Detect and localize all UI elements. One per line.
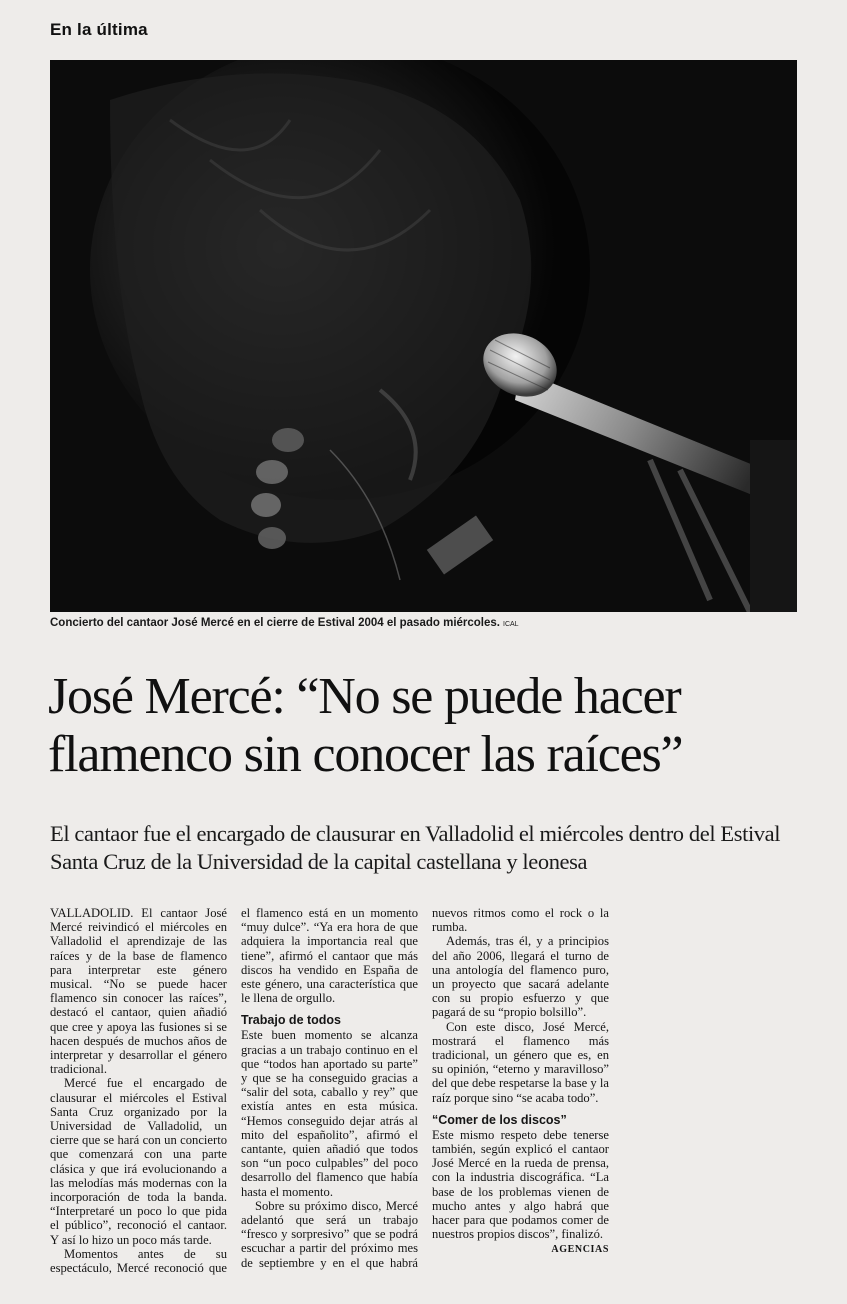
- body-paragraph: Este mismo respeto debe tenerse también, según explicó el cantaor José Mercé en la rueda de prensa, con la industria discográfica. “La base de los problemas vienen de mucho antes y algo habrá que hacer para que podamos comer de nuestros propios discos”, finalizó.: [432, 1127, 609, 1242]
- body-paragraph: Además, tras él, y a principios del año 2006, llegará el turno de una antología del flamenco puro, un proyecto que sacará adelante con su propio esfuerzo y que pagará de su “propio bolsillo”.: [432, 934, 609, 1020]
- headline: José Mercé: “No se puede hacer flamenco sin conocer las raíces”: [48, 668, 683, 783]
- subheadline: El cantaor fue el encargado de clausurar en Valladolid el miércoles dentro del Estival Santa Cruz de la Universidad de la capital castellana y leonesa: [50, 821, 781, 874]
- body-paragraph: Con este disco, José Mercé, mostrará el flamenco más tradicional, un género que es, en su opinión, “eterno y maravilloso” del que debe respetarse la base y la raíz porque sino “se acaba todo”.: [432, 1019, 609, 1105]
- byline-signature: AGENCIAS: [551, 1244, 609, 1256]
- body-paragraph: Momentos antes de su espectáculo, Mercé reconoció que el flamenco está en un momento “muy dulce”. “Ya era hora de que adquiera la importancia real que tiene”, afirmó el cantaor que más discos ha vendido en España de este género, una característica que le llena de orgullo.: [50, 906, 418, 1276]
- singer-microphone-photo-icon: [50, 60, 797, 612]
- body-paragraph: VALLADOLID. El cantaor José Mercé reivindicó el miércoles en Valladolid el aprendizaje de las raíces y de la base de flamenco para interpretar este género musical. “No se puede hacer flamenco sin conocer las raíces”, destacó el cantaor, quien añadió que cree y apoya las fusiones si se hacen después de muchos años de interpretar y desarrollar el género tradicional.: [50, 906, 227, 1077]
- article-body: [50, 906, 800, 1278]
- section-heading: “Comer de los discos”: [432, 1112, 567, 1127]
- caption-text: Concierto del cantaor José Mercé en el cierre de Estival 2004 el pasado miércoles.: [50, 617, 500, 629]
- photo-caption: [50, 617, 797, 629]
- body-paragraph: Mercé fue el encargado de clausurar el miércoles el Estival Santa Cruz organizado por la Universidad de Valladolid, un cierre que se hará con un concierto que comenzará con una parte clásica y que irá evolucionando a las melodías más modernas con la incorporación de toda la banda. “Interpretaré un poco lo que pida el público”, reconoció el cantaor. Y así lo hizo un poco más tarde.: [50, 1076, 227, 1247]
- section-label: En la última: [50, 20, 148, 39]
- article-photo: [50, 60, 797, 612]
- section-heading: Trabajo de todos: [241, 1013, 342, 1028]
- body-paragraph: Sobre su próximo disco, Mercé adelantó que será un trabajo “fresco y sorpresivo” que se podrá escuchar a partir del próximo mes de septiembre y en el que habrá nuevos ritmos como el rock o la rumba.: [241, 906, 609, 1270]
- body-paragraph: Este buen momento se alcanza gracias a un trabajo continuo en el que “todos han aportado su parte” y que se ha conseguido gracias a “salir del sota, caballo y rey” que existía antes en esta música. “Hemos conseguido dejar atrás al mito del españolito”, afirmó el cantante, quien añadió que todos son “un poco culpables” del poco desarrollo del flamenco que había hasta el momento.: [241, 1028, 418, 1199]
- caption-credit: ICAL: [503, 621, 519, 628]
